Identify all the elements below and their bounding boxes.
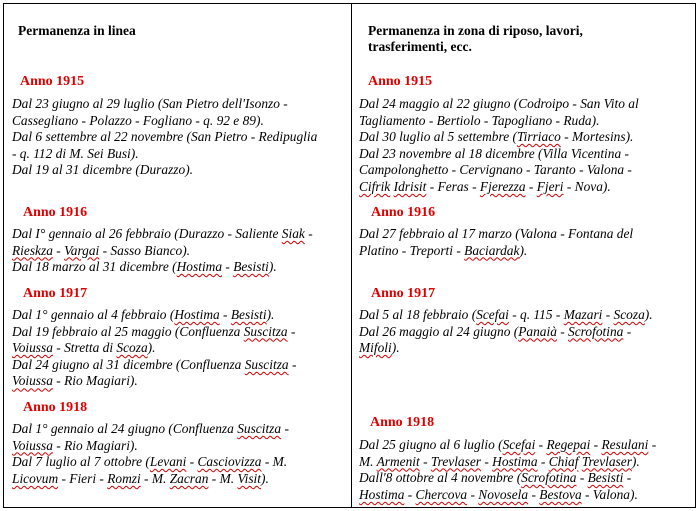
entry-text: - <box>404 486 416 502</box>
entry-text: Dal 26 maggio al 24 giugno ( <box>359 323 519 339</box>
entry-text: Dal 27 febbraio al 17 marzo (Valona - Fontana del <box>359 226 634 241</box>
entry-text: - <box>535 437 547 452</box>
right-column-heading <box>368 23 583 55</box>
place-name: Scoza <box>116 340 148 356</box>
entry-line <box>12 162 317 179</box>
entry-text: Dal 6 settembre al 22 novembre (San Pietro - Redipuglia <box>12 129 318 145</box>
place-name: Visit <box>237 470 261 486</box>
entry-text: Platino - Treporti - <box>359 242 465 258</box>
entry-line <box>359 146 639 163</box>
place-name: Romzi <box>107 470 141 486</box>
entry-text: ). <box>631 453 640 469</box>
entry-text: - Feras - <box>426 178 480 194</box>
entry-text: - M. <box>140 470 170 486</box>
place-name: Hostima <box>174 307 220 322</box>
entry-line <box>12 438 289 455</box>
entry-text: - Rio Magiari). <box>52 437 138 453</box>
entry-line <box>12 307 296 324</box>
entry-text: - <box>304 226 313 241</box>
place-name: Chiaf <box>548 453 579 469</box>
place-name: Idrisit <box>393 178 427 194</box>
entry-line <box>359 324 653 341</box>
entry-text: - <box>537 453 549 469</box>
left-year-1915: Anno 1915 <box>20 74 85 89</box>
entry-text: - <box>481 453 493 469</box>
place-name: Cifrik <box>359 178 391 194</box>
place-name: Trevlaser <box>581 453 632 469</box>
entry-text: - <box>467 486 479 502</box>
right-heading-line-1: Permanenza in zona di riposo, lavori, <box>368 23 583 38</box>
place-name: Tirriaco <box>516 129 561 145</box>
entry-text: ). <box>268 259 277 275</box>
entry-line <box>12 113 317 130</box>
entry-line <box>359 437 656 454</box>
entry-text: ). <box>261 470 269 486</box>
entry-text: Dal 25 giugno al 6 luglio ( <box>359 437 503 452</box>
entry-line <box>359 179 639 196</box>
entry-text: - Fieri - <box>58 470 108 486</box>
right-column <box>352 4 696 507</box>
left-entries-1916 <box>12 226 313 276</box>
entry-text: - <box>602 307 614 322</box>
entry-line <box>12 129 317 146</box>
place-name: Suscitza <box>237 421 282 436</box>
entry-text: Dal 24 giugno al 31 dicembre (Confluenza <box>12 356 245 372</box>
entry-text: Dal 23 giugno al 29 luglio (San Pietro dell'Isonzo - <box>12 96 288 111</box>
right-year-1915: Anno 1915 <box>368 74 433 89</box>
place-name: Besisti <box>233 259 269 275</box>
place-name: Novosela <box>478 486 529 502</box>
right-entries-1915 <box>359 96 639 196</box>
entry-text: - Stretta di <box>52 340 117 356</box>
entry-text: - M. <box>261 454 288 470</box>
entry-line <box>12 96 317 113</box>
entry-text: ). <box>391 340 400 356</box>
place-name: Mazari <box>563 307 603 322</box>
entry-text: - <box>528 486 540 502</box>
entry-text: - Sasso Bianco). <box>99 242 191 258</box>
right-year-1918: Anno 1918 <box>370 415 435 430</box>
left-year-1916: Anno 1916 <box>23 205 88 220</box>
entry-text: - <box>623 470 632 486</box>
right-entries-1918 <box>359 437 656 503</box>
place-name: Suscitza <box>243 323 288 339</box>
entry-line <box>359 454 656 471</box>
entry-text: Dal 1° gennaio al 4 febbraio ( <box>12 307 175 322</box>
entry-line <box>359 96 639 113</box>
entry-text: Dal 1° gennaio al 24 giugno (Confluenza <box>12 421 238 436</box>
place-name: Suscitza <box>244 356 289 372</box>
entry-text: Dal 30 luglio al 5 settembre ( <box>359 129 517 145</box>
entry-text: - Rio Magiari). <box>52 373 138 389</box>
entry-line <box>12 340 296 357</box>
entry-text: Campolonghetto - Cervignano - Taranto - Valona - <box>359 162 632 178</box>
entry-text: Cassegliano - Polazzo - Fogliano - q. 92 e 89). <box>12 112 264 128</box>
entry-text: Dal I° gennaio al 26 febbraio (Durazzo - Saliente <box>12 226 282 241</box>
left-year-1917: Anno 1917 <box>23 286 88 301</box>
place-name: Besisti <box>587 470 624 486</box>
entry-text: - <box>222 259 234 275</box>
entry-text: - <box>219 307 231 322</box>
left-entries-1918 <box>12 421 289 487</box>
entry-line <box>359 243 633 260</box>
entry-line <box>12 226 313 243</box>
entry-text: - <box>576 470 588 486</box>
document-table <box>3 3 696 508</box>
entry-line <box>12 243 313 260</box>
place-name: Resulani <box>601 437 649 452</box>
place-name: Zacran <box>169 470 209 486</box>
entry-text: - <box>419 453 431 469</box>
left-year-1918: Anno 1918 <box>23 400 88 415</box>
entry-line <box>12 357 296 374</box>
left-entries-1917 <box>12 307 296 390</box>
entry-text: - Nova). <box>563 178 611 194</box>
right-entries-1916 <box>359 226 633 259</box>
left-entries-1915 <box>12 96 317 179</box>
entry-line <box>12 324 296 341</box>
entry-text: - Mortesins). <box>560 129 634 145</box>
entry-line <box>359 226 633 243</box>
place-name: Regepai <box>546 437 591 452</box>
place-name: Trevlaser <box>430 453 481 469</box>
entry-text: Dal 24 maggio al 22 giugno (Codroipo - San Vito al <box>359 96 639 111</box>
entry-text: - <box>52 242 65 258</box>
entry-text: Dal 18 marzo al 31 dicembre ( <box>12 259 177 275</box>
left-column-heading: Permanenza in linea <box>18 23 136 38</box>
place-name: Baciardak <box>464 242 520 258</box>
place-name: Hostima <box>176 259 223 275</box>
right-entries-1917 <box>359 307 653 357</box>
entry-line <box>359 162 639 179</box>
place-name: Scrofotina <box>568 323 624 339</box>
right-year-1917: Anno 1917 <box>371 286 436 301</box>
entry-line <box>12 421 289 438</box>
place-name: Licovum <box>12 470 59 486</box>
place-name: Vargai <box>64 242 100 258</box>
place-name: Fjerezza <box>479 178 526 194</box>
entry-text: - Valona). <box>581 486 638 502</box>
entry-line <box>359 487 656 504</box>
place-name: Panaià <box>518 323 557 339</box>
entry-text: ). <box>147 340 156 356</box>
place-name: Chercova <box>415 486 468 502</box>
entry-text: - <box>556 323 569 339</box>
right-heading-line-2: trasferimenti, ecc. <box>368 39 472 54</box>
entry-text: - <box>186 454 198 470</box>
place-name: Rieskza <box>12 242 53 258</box>
place-name: Scrofotina <box>521 470 577 486</box>
place-name: Siak <box>281 226 305 241</box>
right-year-1916: Anno 1916 <box>371 205 436 220</box>
entry-text: Dal 7 luglio al 7 ottobre ( <box>12 454 150 470</box>
entry-text: ). <box>266 307 275 322</box>
place-name: Scoza <box>613 307 645 322</box>
entry-line <box>359 470 656 487</box>
entry-line <box>12 146 317 163</box>
place-name: Hostima <box>492 453 538 469</box>
place-name: Hostima <box>359 486 405 502</box>
place-name: Levani <box>149 454 187 470</box>
place-name: Scefai <box>476 307 509 322</box>
entry-text: - <box>287 323 296 339</box>
entry-text: Dal 5 al 18 febbraio ( <box>359 307 477 322</box>
entry-text: - q. 115 - <box>508 307 564 322</box>
entry-line <box>359 129 639 146</box>
entry-text: - <box>623 323 632 339</box>
entry-text: - <box>648 437 657 452</box>
entry-line <box>359 340 653 357</box>
entry-text: Dall'8 ottobre al 4 novembre ( <box>359 470 522 486</box>
place-name: Bestova <box>539 486 582 502</box>
entry-text: - <box>525 178 537 194</box>
entry-line <box>359 113 639 130</box>
entry-text: ). <box>644 307 653 322</box>
entry-text: - q. 112 di M. Sei Busi). <box>12 145 139 161</box>
entry-text: - <box>281 421 289 436</box>
entry-text: ). <box>519 242 528 258</box>
place-name: Voiussa <box>12 437 53 453</box>
place-name: Mifoli <box>359 340 392 356</box>
place-name: Casciovizza <box>197 454 262 470</box>
place-name: Fjeri <box>536 178 564 194</box>
place-name: Voiussa <box>12 340 53 356</box>
entry-text: Dal 19 febbraio al 25 maggio (Confluenza <box>12 323 244 339</box>
place-name: Scefai <box>502 437 536 452</box>
place-name: Armenit <box>376 453 420 469</box>
entry-text: Dal 19 al 31 dicembre (Durazzo). <box>12 162 194 178</box>
entry-text: M. <box>359 453 377 469</box>
entry-line <box>12 259 313 276</box>
entry-text: - <box>288 356 297 372</box>
entry-line <box>12 454 289 471</box>
entry-line <box>12 373 296 390</box>
place-name: Besisti <box>230 307 267 322</box>
entry-line <box>12 471 289 488</box>
entry-text: - M. <box>208 470 238 486</box>
entry-text: Tagliamento - Bertiolo - Tapogliano - Ruda). <box>359 112 600 128</box>
left-column <box>4 4 351 507</box>
place-name: Voiussa <box>12 373 53 389</box>
entry-text: - <box>590 437 602 452</box>
entry-line <box>359 307 653 324</box>
entry-text: Dal 23 novembre al 18 dicembre (Villa Vicentina - <box>359 145 629 161</box>
